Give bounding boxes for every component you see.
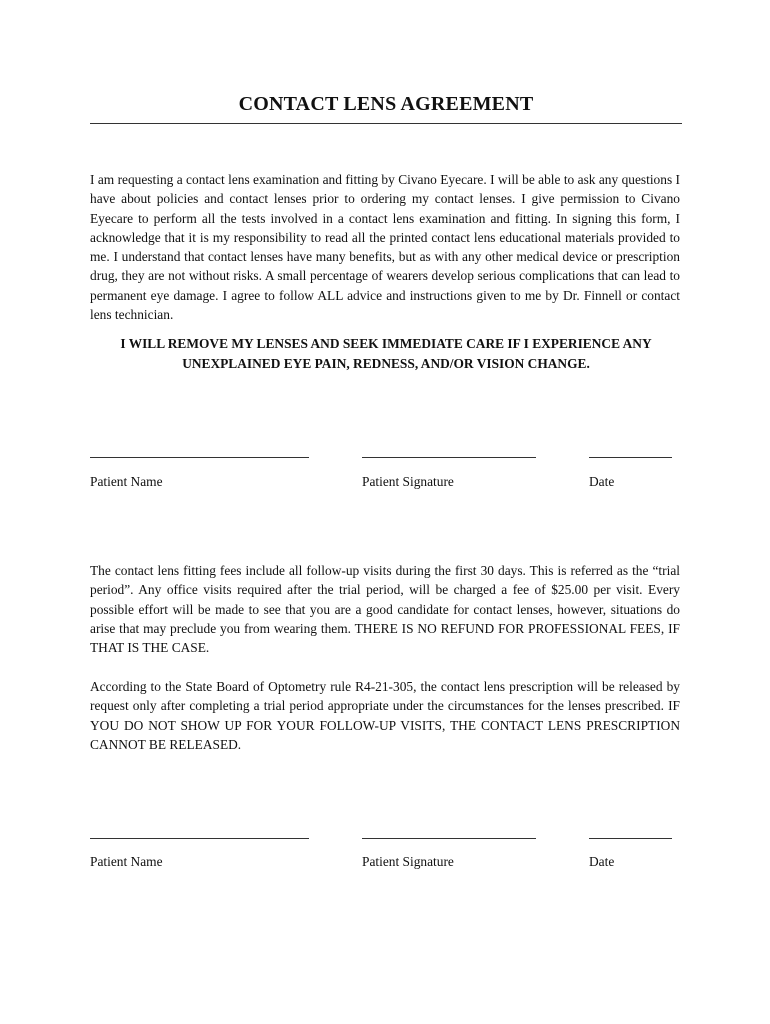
- prescription-release-paragraph: According to the State Board of Optometry rule R4-21-305, the contact lens prescription will be released by request only after completing a trial period appropriate under the circumstances for the lenses prescribed. IF YOU DO NOT SHOW UP FOR YOUR FOLLOW-UP VISITS, THE CONTACT LENS PRESCRIPTION CANNOT BE RELEASED.: [90, 679, 680, 752]
- patient-signature-line-1[interactable]: [362, 457, 536, 458]
- patient-name-label-2: Patient Name: [90, 854, 163, 869]
- patient-signature-label-2: Patient Signature: [362, 854, 454, 869]
- warning-notice: I WILL REMOVE MY LENSES AND SEEK IMMEDIATE CARE IF I EXPERIENCE ANY UNEXPLAINED EYE PAIN, REDNESS, AND/OR VISION CHANGE.: [120, 336, 652, 371]
- patient-signature-line-2[interactable]: [362, 838, 536, 839]
- consent-paragraph: I am requesting a contact lens examination and fitting by Civano Eyecare. I will be able to ask any questions I have about policies and contact lenses prior to ordering my contact lenses. I give permission to Civano Eyecare to perform all the tests involved in a contact lens examination and fitting. In signing this form, I acknowledge that it is my responsibility to read all the printed contact lens educational materials provided to me. I understand that contact lenses have many benefits, but as with any other medical device or prescription drug, they are not without risks. A small percentage of wearers develop serious complications that can lead to permanent eye damage. I agree to follow ALL advice and instructions given to me by Dr. Finnell or contact lens technician.: [90, 172, 680, 323]
- document-title: CONTACT LENS AGREEMENT: [238, 93, 534, 115]
- date-line-2[interactable]: [589, 838, 672, 839]
- patient-name-label-1: Patient Name: [90, 474, 163, 489]
- patient-name-line-1[interactable]: [90, 457, 309, 458]
- patient-name-line-2[interactable]: [90, 838, 309, 839]
- date-line-1[interactable]: [589, 457, 672, 458]
- patient-signature-label-1: Patient Signature: [362, 474, 454, 489]
- date-label-2: Date: [589, 854, 615, 869]
- title-underline: [90, 123, 682, 124]
- date-label-1: Date: [589, 474, 615, 489]
- fees-paragraph: The contact lens fitting fees include all follow-up visits during the first 30 days. This is referred as the “trial period”. Any office visits required after the trial period, will be charged a fee of $25.00 per visit. Every possible effort will be made to see that you are a good candidate for contact lenses, however, situations do arise that may preclude you from wearing them. THERE IS NO REFUND FOR PROFESSIONAL FEES, IF THAT IS THE CASE.: [90, 563, 680, 656]
